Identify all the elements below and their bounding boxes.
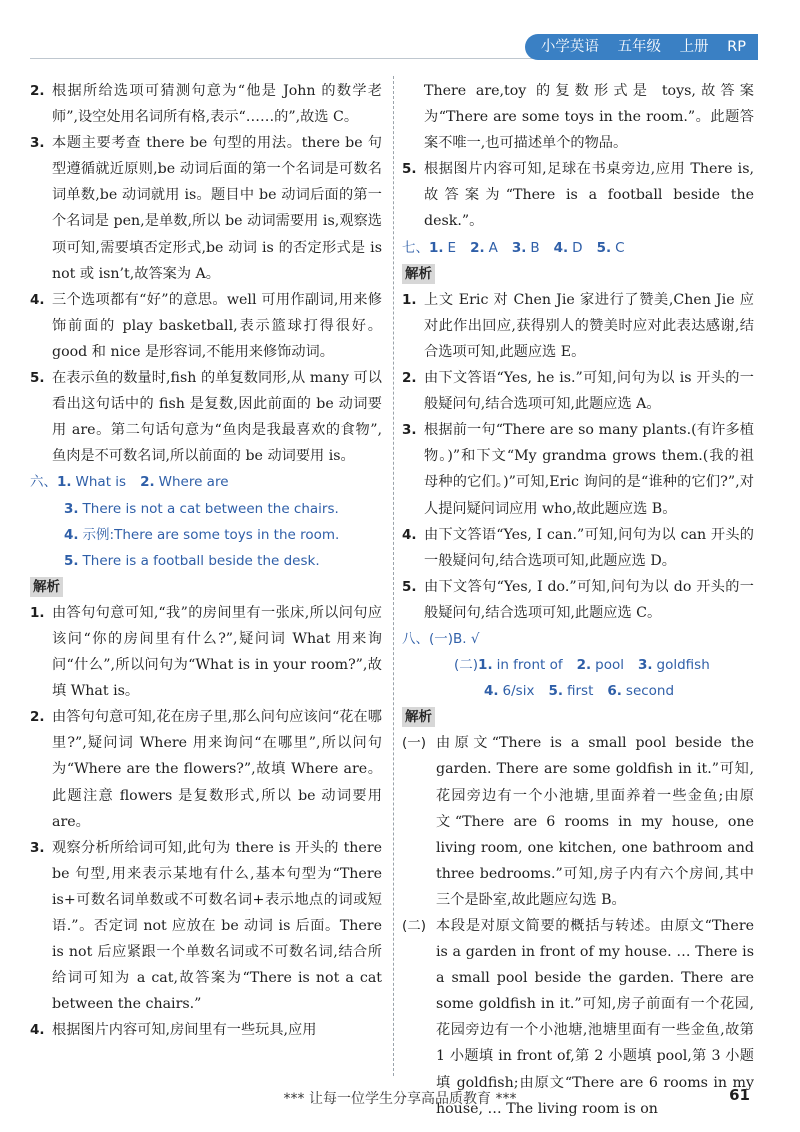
answer-text: second: [625, 683, 675, 700]
explanation-item: [30, 78, 382, 130]
item-text: 三个选项都有“好”的意思。well 可用作副词,用来修饰前面的 play basketball,表示篮球打得很好。good 和 nice 是形容词,不能用来修饰动词。: [52, 291, 382, 360]
item-number: 4.: [402, 526, 417, 543]
explanation-item: [30, 287, 382, 365]
explanation-item: [402, 574, 754, 626]
answer-text: goldfish: [656, 657, 710, 674]
answer-number: 4.: [484, 683, 499, 700]
item-number: (二): [402, 918, 427, 934]
explanation-item: [30, 130, 382, 287]
explanation-item: [30, 1017, 382, 1043]
answer-number: 3.: [511, 239, 527, 256]
left-column: [30, 78, 382, 1043]
item-number: 2.: [402, 370, 417, 387]
answer-text: D: [572, 239, 583, 256]
item-number: 4.: [30, 1022, 45, 1039]
section-6-answer-5: [30, 548, 382, 574]
item-number: 5.: [402, 161, 417, 178]
explanation-item: [30, 600, 382, 704]
answer-text: What is: [75, 474, 127, 491]
answer-number: 2.: [470, 239, 485, 256]
answer-text: C: [615, 239, 625, 256]
answer-text: A: [488, 239, 498, 256]
header-tag: [525, 34, 758, 60]
right-column: [402, 78, 754, 1122]
section-label: 七、: [402, 239, 429, 256]
item-text: 根据图片内容可知,房间里有一些玩具,应用: [52, 1022, 317, 1039]
answer-number: 1.: [57, 474, 72, 491]
answer-number: 2.: [576, 657, 592, 674]
answer-text: There is a football beside the desk.: [82, 552, 320, 569]
section-label: 六、: [30, 474, 57, 491]
item-text: 由下文答语“Yes, I can.”可知,问句为以 can 开头的一般疑问句,结合选项可知,此题应选 D。: [424, 526, 754, 569]
explanation-item: [402, 287, 754, 365]
answer-number: 4.: [553, 239, 569, 256]
answer-number: 6.: [607, 683, 622, 700]
explanation-item: [402, 417, 754, 521]
header-volume: 上册: [679, 39, 709, 55]
explanation-item: [30, 704, 382, 834]
part-label: (二): [454, 657, 479, 674]
explanation-item: [30, 835, 382, 1018]
item-number: 3.: [30, 135, 45, 152]
header-grade: 五年级: [617, 39, 661, 55]
answer-text: 6/six: [502, 683, 535, 700]
answer-text: (一)B. √: [429, 630, 480, 647]
item-number: (一): [402, 735, 427, 752]
answer-text: in front of: [496, 657, 563, 674]
answer-text: pool: [595, 657, 624, 674]
item-text: 由答句句意可知,“我”的房间里有一张床,所以问句应该问“你的房间里有什么?”,疑问词 What 用来询问“什么”,所以问句为“What is in your room?”,故填 What is。: [52, 604, 382, 700]
answer-number: 3.: [637, 657, 653, 674]
answer-number: 5.: [596, 239, 612, 256]
section-8-part-2-row-1: [402, 652, 754, 678]
answer-number: 3.: [64, 500, 79, 517]
item-text: 根据所给选项可猜测句意为“他是 John 的数学老师”,设空处用名词所有格,表示“……的”,故选 C。: [52, 83, 382, 126]
item-number: 5.: [30, 370, 45, 387]
item-number: 3.: [30, 839, 45, 856]
section-8-answers: [402, 626, 754, 652]
item-text: 根据前一句“There are so many plants.(有许多植物。)”和下文“My grandma grows them.(我的祖母种的它们。)”可知,Eric 询问的是“谁种的它们?”,对人提问疑问词应用 who,故此题应选 B。: [424, 422, 754, 517]
section-label: 八、: [402, 630, 429, 647]
answer-number: 1.: [429, 239, 444, 256]
item-text: 根据图片内容可知,足球在书桌旁边,应用 There is,故答案为“There is a football beside the desk.”。: [424, 161, 754, 230]
explanation-item: [402, 365, 754, 417]
item-text: 在表示鱼的数量时,fish 的单复数同形,从 many 可以看出这句话中的 fish 是复数,因此前面的 be 动词要用 are。第二句话句意为“鱼肉是我最喜欢的食物”,鱼肉是不可数名词,所以前面的 be 动词要用 is。: [52, 370, 382, 465]
item-number: 3.: [402, 422, 417, 439]
answer-text: There is not a cat between the chairs.: [82, 500, 339, 517]
answer-number: 2.: [140, 474, 155, 491]
item-number: 1.: [402, 291, 417, 308]
answer-text: first: [566, 683, 594, 700]
item-text: 由原文“There is a small pool beside the garden. There are some goldfish in it.”可知,花园旁边有一个小池塘,里面养着一些金鱼;由原文“There are 6 rooms in my house, one living room, one kitchen, one bathroom and three bedrooms.”可知,房子内有六个房间,其中三个是卧室,故此题应勾选 B。: [436, 735, 754, 908]
page-number: 61: [729, 1086, 750, 1104]
item-text: 本题主要考查 there be 句型的用法。there be 句型遵循就近原则,be 动词后面的第一个名词是可数名词单数,be 动词就用 is。题目中 be 动词后面的第一个名词是 pen,是单数,所以 be 动词需要用 is,观察选项可知,需要填否定形式,be 动词 is 的否定形式是 is not 或 isn’t,故答案为 A。: [52, 135, 382, 282]
explanation-item: [402, 522, 754, 574]
item-text: 本段是对原文简要的概括与转述。由原文“There is a garden in front of my house. … There is a small pool beside the garden. There are some goldfish in it.”可知,房子前面有一个花园,花园旁边有一个小池塘,池塘里面有一些金鱼,故第 1 小题填 in front of,第 2 小题填 pool,第 3 小题填 goldfish;由原文“There are 6 rooms in my house, … The living room is on: [436, 918, 754, 1117]
analysis-label: 解析: [30, 577, 63, 597]
header-edition: RP: [727, 39, 746, 55]
item-number: 1.: [30, 604, 45, 621]
answer-text: E: [447, 239, 457, 256]
item-text: 由下文答语“Yes, he is.”可知,问句为以 is 开头的一般疑问句,结合选项可知,此题应选 A。: [424, 370, 754, 413]
answer-number: 5.: [548, 683, 563, 700]
item-text: 观察分析所给词可知,此句为 there is 开头的 there be 句型,用来表示某地有什么,基本句型为“There is+可数名词单数或不可数名词+表示地点的词或短语.”。否定词 not 应放在 be 动词 is 后面。There is not 后应紧跟一个单数名词或不可数名词,结合所给词可知为 a cat,故答案为“There is not a cat between the chairs.”: [52, 839, 382, 1013]
header-subject: 小学英语: [540, 39, 599, 55]
item-number: 4.: [30, 291, 45, 308]
item-number: 2.: [30, 709, 45, 726]
analysis-label: 解析: [402, 264, 435, 284]
answer-number: 1.: [478, 657, 493, 674]
section-8-part-2-row-2: [402, 678, 754, 704]
explanation-item: [402, 730, 754, 913]
item-text: 上文 Eric 对 Chen Jie 家进行了赞美,Chen Jie 应对此作出回应,获得别人的赞美时应对此表达感谢,结合选项可知,此题应选 E。: [424, 291, 754, 360]
section-6-answer-3: [30, 496, 382, 522]
section-6-answers: [30, 469, 382, 495]
explanation-item: [30, 365, 382, 469]
analysis-label: 解析: [402, 707, 435, 727]
column-divider: [393, 76, 394, 1076]
item-text: 由下文答句“Yes, I do.”可知,问句为以 do 开头的一般疑问句,结合选项可知,此题应选 C。: [424, 578, 754, 621]
answer-number: 5.: [64, 552, 79, 569]
section-6-answer-4: [30, 522, 382, 548]
continued-text: There are,toy 的复数形式是 toys,故答案为“There are some toys in the room.”。此题答案不唯一,也可描述单个的物品。: [424, 83, 754, 152]
item-number: 5.: [402, 578, 417, 595]
item-number: 2.: [30, 83, 45, 99]
footer-slogan: *** 让每一位学生分享高品质教育 ***: [283, 1091, 517, 1107]
item-text: 由答句句意可知,花在房子里,那么问句应该问“花在哪里?”,疑问词 Where 用来询问“在哪里”,所以问句为“Where are the flowers?”,故填 Where are。此题注意 flowers 是复数形式,所以 be 动词要用 are。: [52, 709, 382, 830]
answer-text: 示例:There are some toys in the room.: [82, 526, 340, 543]
section-7-answers: [402, 235, 754, 261]
answer-text: Where are: [158, 474, 229, 491]
answer-text: B: [530, 239, 540, 256]
explanation-item: [402, 156, 754, 234]
answer-number: 4.: [64, 526, 79, 543]
